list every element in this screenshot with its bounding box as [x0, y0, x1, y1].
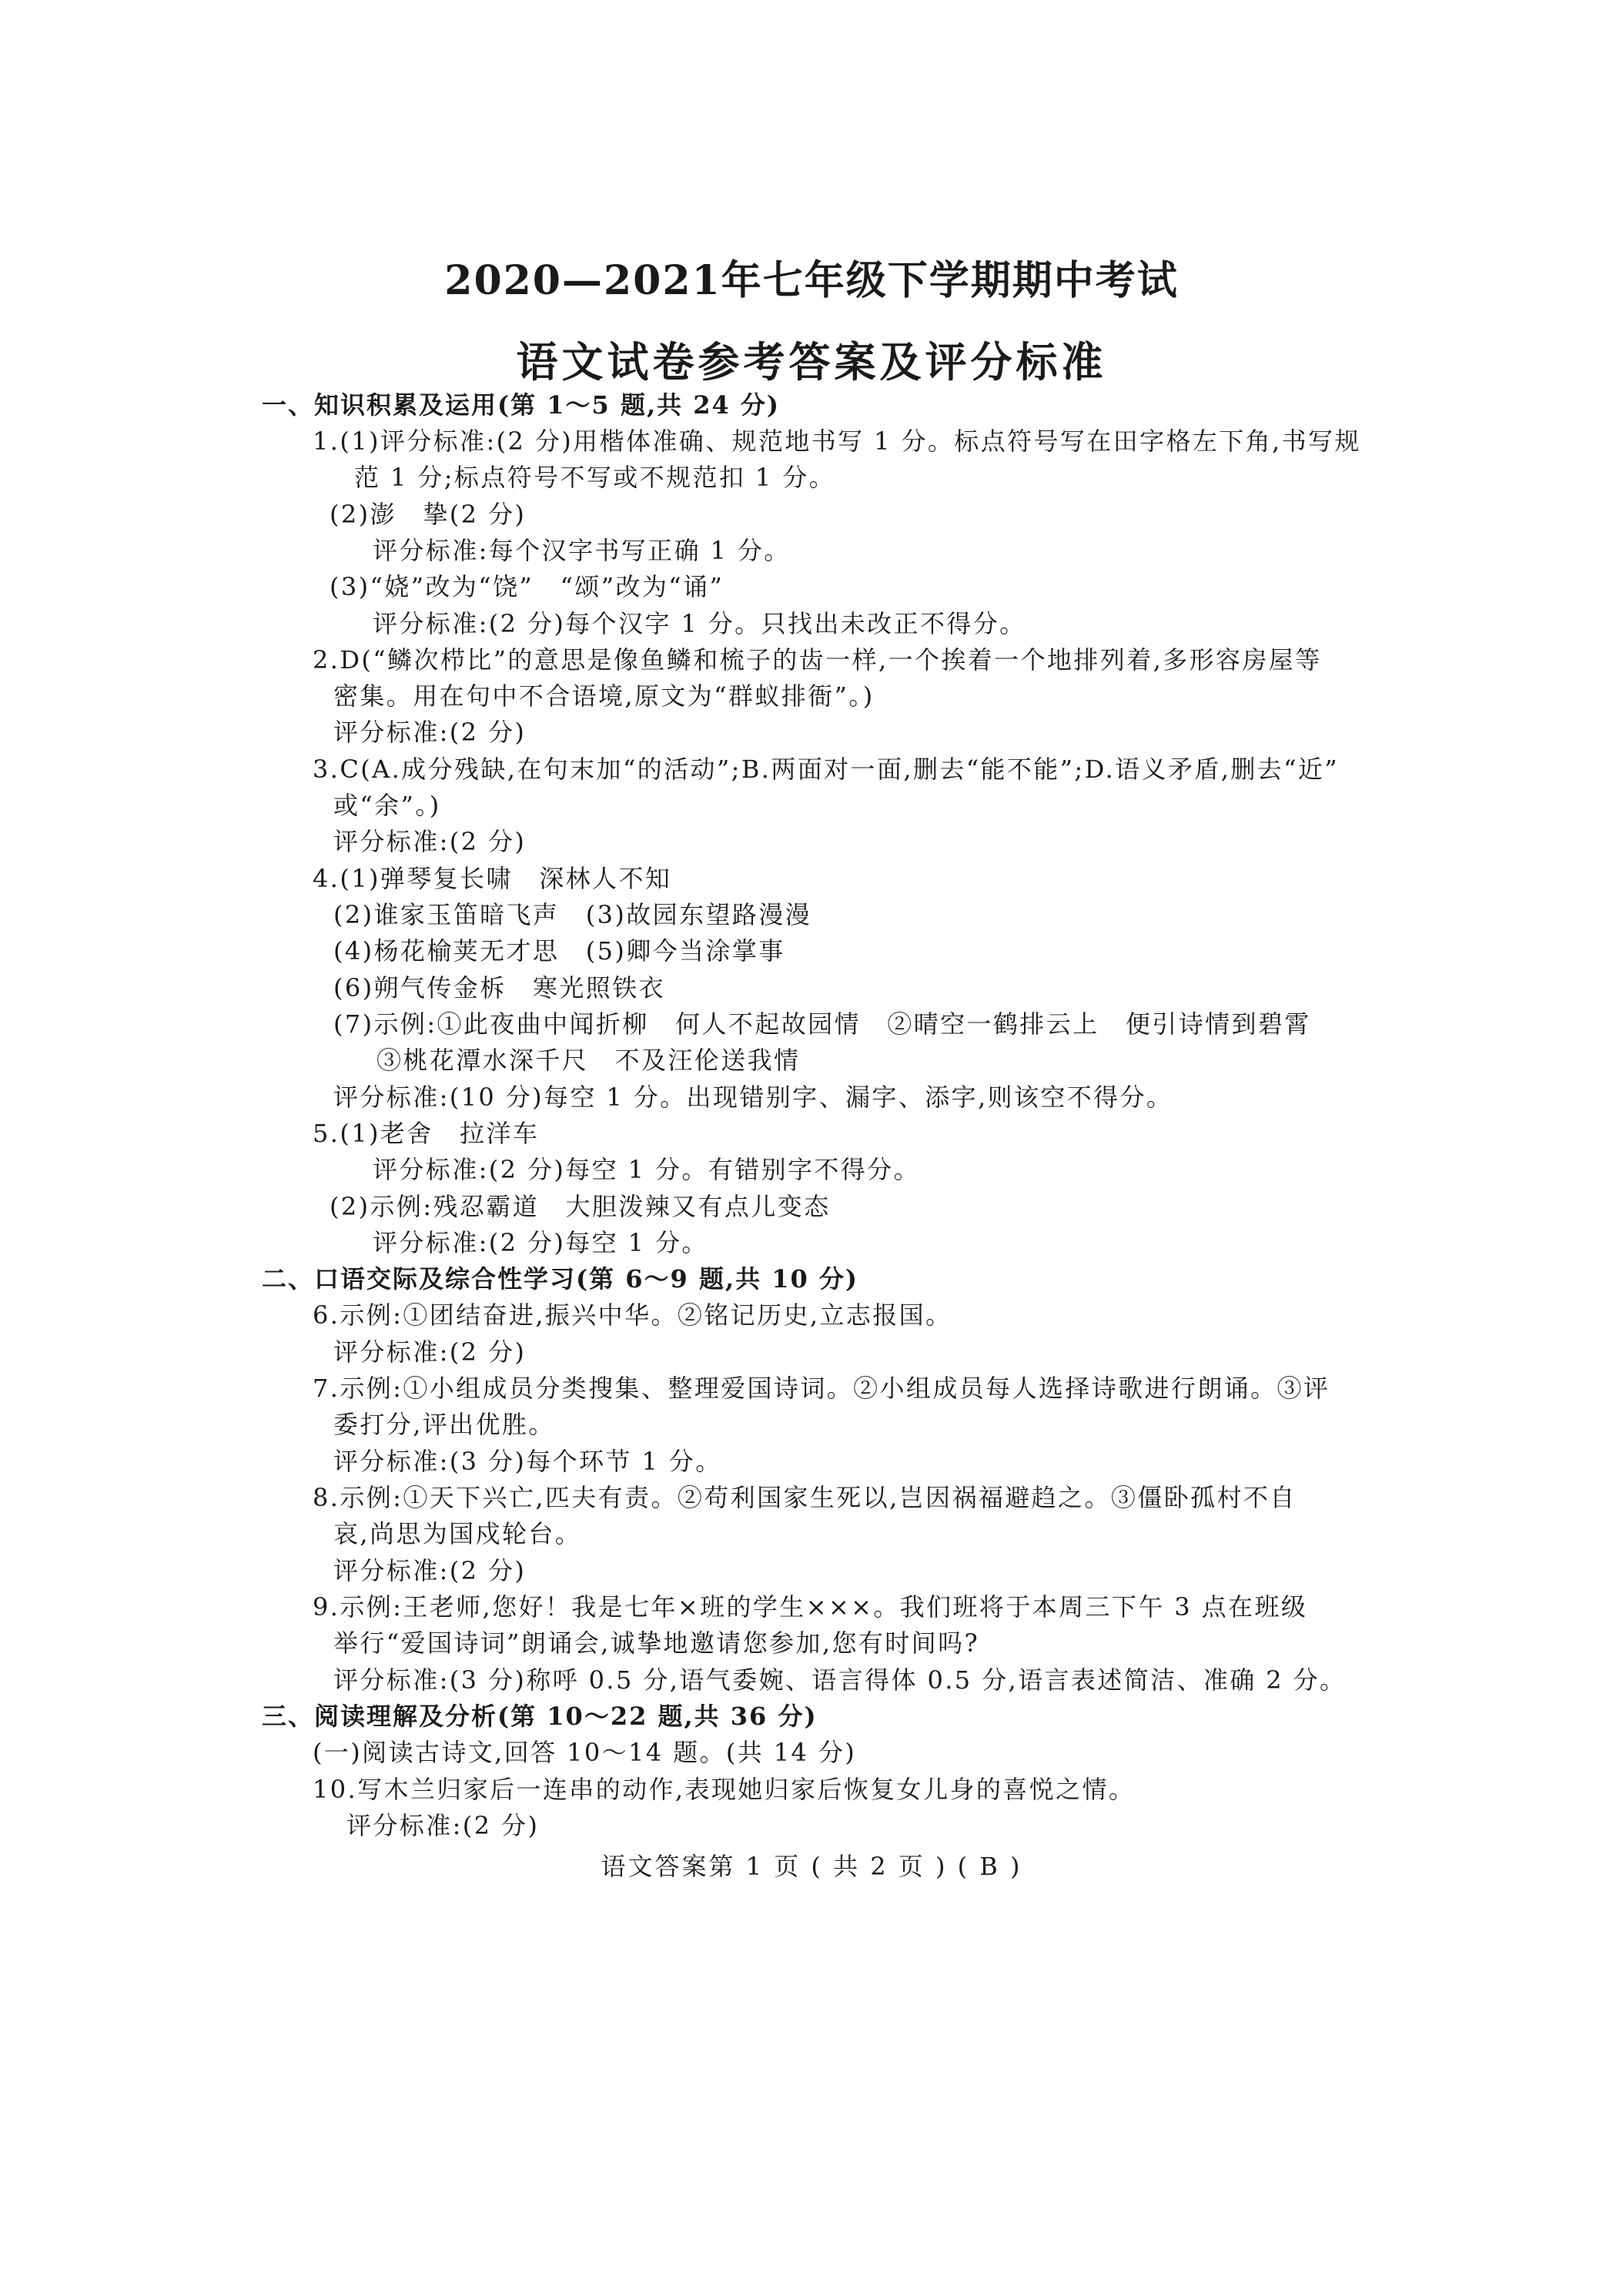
answer-line: 4.(1)弹琴复长啸 深林人不知	[313, 864, 672, 893]
scoring-line: 评分标准:(10 分)每空 1 分。出现错别字、漏字、添字,则该空不得分。	[333, 1083, 1173, 1112]
answer-line: 2.D(“鳞次栉比”的意思是像鱼鳞和梳子的齿一样,一个挨着一个地排列着,多形容房屋等	[313, 645, 1322, 674]
answer-line: 9.示例:王老师,您好！我是七年×班的学生×××。我们班将于本周三下午 3 点在班级	[313, 1592, 1308, 1622]
answer-line: (6)朔气传金柝 寒光照铁衣	[333, 973, 665, 1002]
answer-line: 8.示例:①天下兴亡,匹夫有责。②苟利国家生死以,岂因祸福避趋之。③僵卧孤村不自	[313, 1483, 1297, 1512]
scoring-line: 评分标准:(2 分)	[333, 1556, 527, 1585]
section-heading-3: 三、阅读理解及分析(第 10～22 题,共 36 分)	[262, 1702, 818, 1731]
scoring-line: 评分标准:(2 分)	[333, 1337, 527, 1367]
answer-line: 范 1 分;标点符号不写或不规范扣 1 分。	[354, 463, 835, 492]
answer-line: 委打分,评出优胜。	[333, 1410, 555, 1439]
scoring-line: 评分标准:(2 分)每个汉字 1 分。只找出未改正不得分。	[373, 609, 1026, 638]
scoring-line: 评分标准:(2 分)每空 1 分。有错别字不得分。	[373, 1155, 920, 1184]
section-heading-2: 二、口语交际及综合性学习(第 6～9 题,共 10 分)	[262, 1264, 859, 1294]
answer-line: 哀,尚思为国戍轮台。	[333, 1519, 582, 1548]
scoring-line: 评分标准:每个汉字书写正确 1 分。	[373, 536, 791, 565]
answer-line: (3)“娆”改为“饶” “颂”改为“诵”	[330, 572, 724, 601]
scoring-line: 评分标准:(3 分)称呼 0.5 分,语气委婉、语言得体 0.5 分,语言表述简洁、准确 2 分。	[333, 1665, 1347, 1695]
answer-line: (2)谁家玉笛暗飞声 (3)故园东望路漫漫	[333, 900, 812, 929]
answer-line: (4)杨花榆荚无才思 (5)卿今当涂掌事	[333, 936, 785, 966]
answer-line: 10.写木兰归家后一连串的动作,表现她归家后恢复女儿身的喜悦之情。	[313, 1775, 1136, 1804]
answer-line: 6.示例:①团结奋进,振兴中华。②铭记历史,立志报国。	[313, 1300, 952, 1330]
answer-line: (一)阅读古诗文,回答 10～14 题。(共 14 分)	[313, 1738, 857, 1767]
scoring-line: 评分标准:(2 分)每空 1 分。	[373, 1228, 708, 1257]
answer-line: 5.(1)老舍 拉洋车	[313, 1119, 540, 1148]
answer-key-title: 语文试卷参考答案及评分标准	[516, 337, 1107, 387]
answer-line: 举行“爱国诗词”朗诵会,诚挚地邀请您参加,您有时间吗?	[333, 1628, 980, 1658]
scoring-line: 评分标准:(2 分)	[333, 827, 527, 856]
page-footer: 语文答案第 1 页 ( 共 2 页 ) ( B )	[601, 1852, 1022, 1881]
exam-title: 2020—2021年七年级下学期期中考试	[444, 257, 1179, 304]
answer-line: 或“余”。)	[333, 791, 441, 820]
answer-line: ③桃花潭水深千尺 不及汪伦送我情	[376, 1046, 801, 1075]
answer-line: (2)示例:残忍霸道 大胆泼辣又有点儿变态	[330, 1192, 831, 1221]
answer-line: 密集。用在句中不合语境,原文为“群蚁排衙”。)	[333, 681, 875, 711]
scoring-line: 评分标准:(2 分)	[346, 1811, 540, 1840]
scoring-line: 评分标准:(2 分)	[333, 718, 527, 747]
answer-line: (2)澎 挚(2 分)	[330, 500, 527, 529]
answer-line: 3.C(A.成分残缺,在句末加“的活动”;B.两面对一面,删去“能不能”;D.语义矛盾,删去“近”	[313, 755, 1339, 784]
section-heading-1: 一、知识积累及运用(第 1～5 题,共 24 分)	[262, 390, 781, 420]
scoring-line: 评分标准:(3 分)每个环节 1 分。	[333, 1447, 722, 1476]
answer-line: 7.示例:①小组成员分类搜集、整理爱国诗词。②小组成员每人选择诗歌进行朗诵。③评	[313, 1374, 1330, 1403]
answer-line: 1.(1)评分标准:(2 分)用楷体准确、规范地书写 1 分。标点符号写在田字格左下角,书写规	[313, 427, 1361, 456]
answer-line: (7)示例:①此夜曲中闻折柳 何人不起故园情 ②晴空一鹤排云上 便引诗情到碧霄	[333, 1009, 1311, 1039]
